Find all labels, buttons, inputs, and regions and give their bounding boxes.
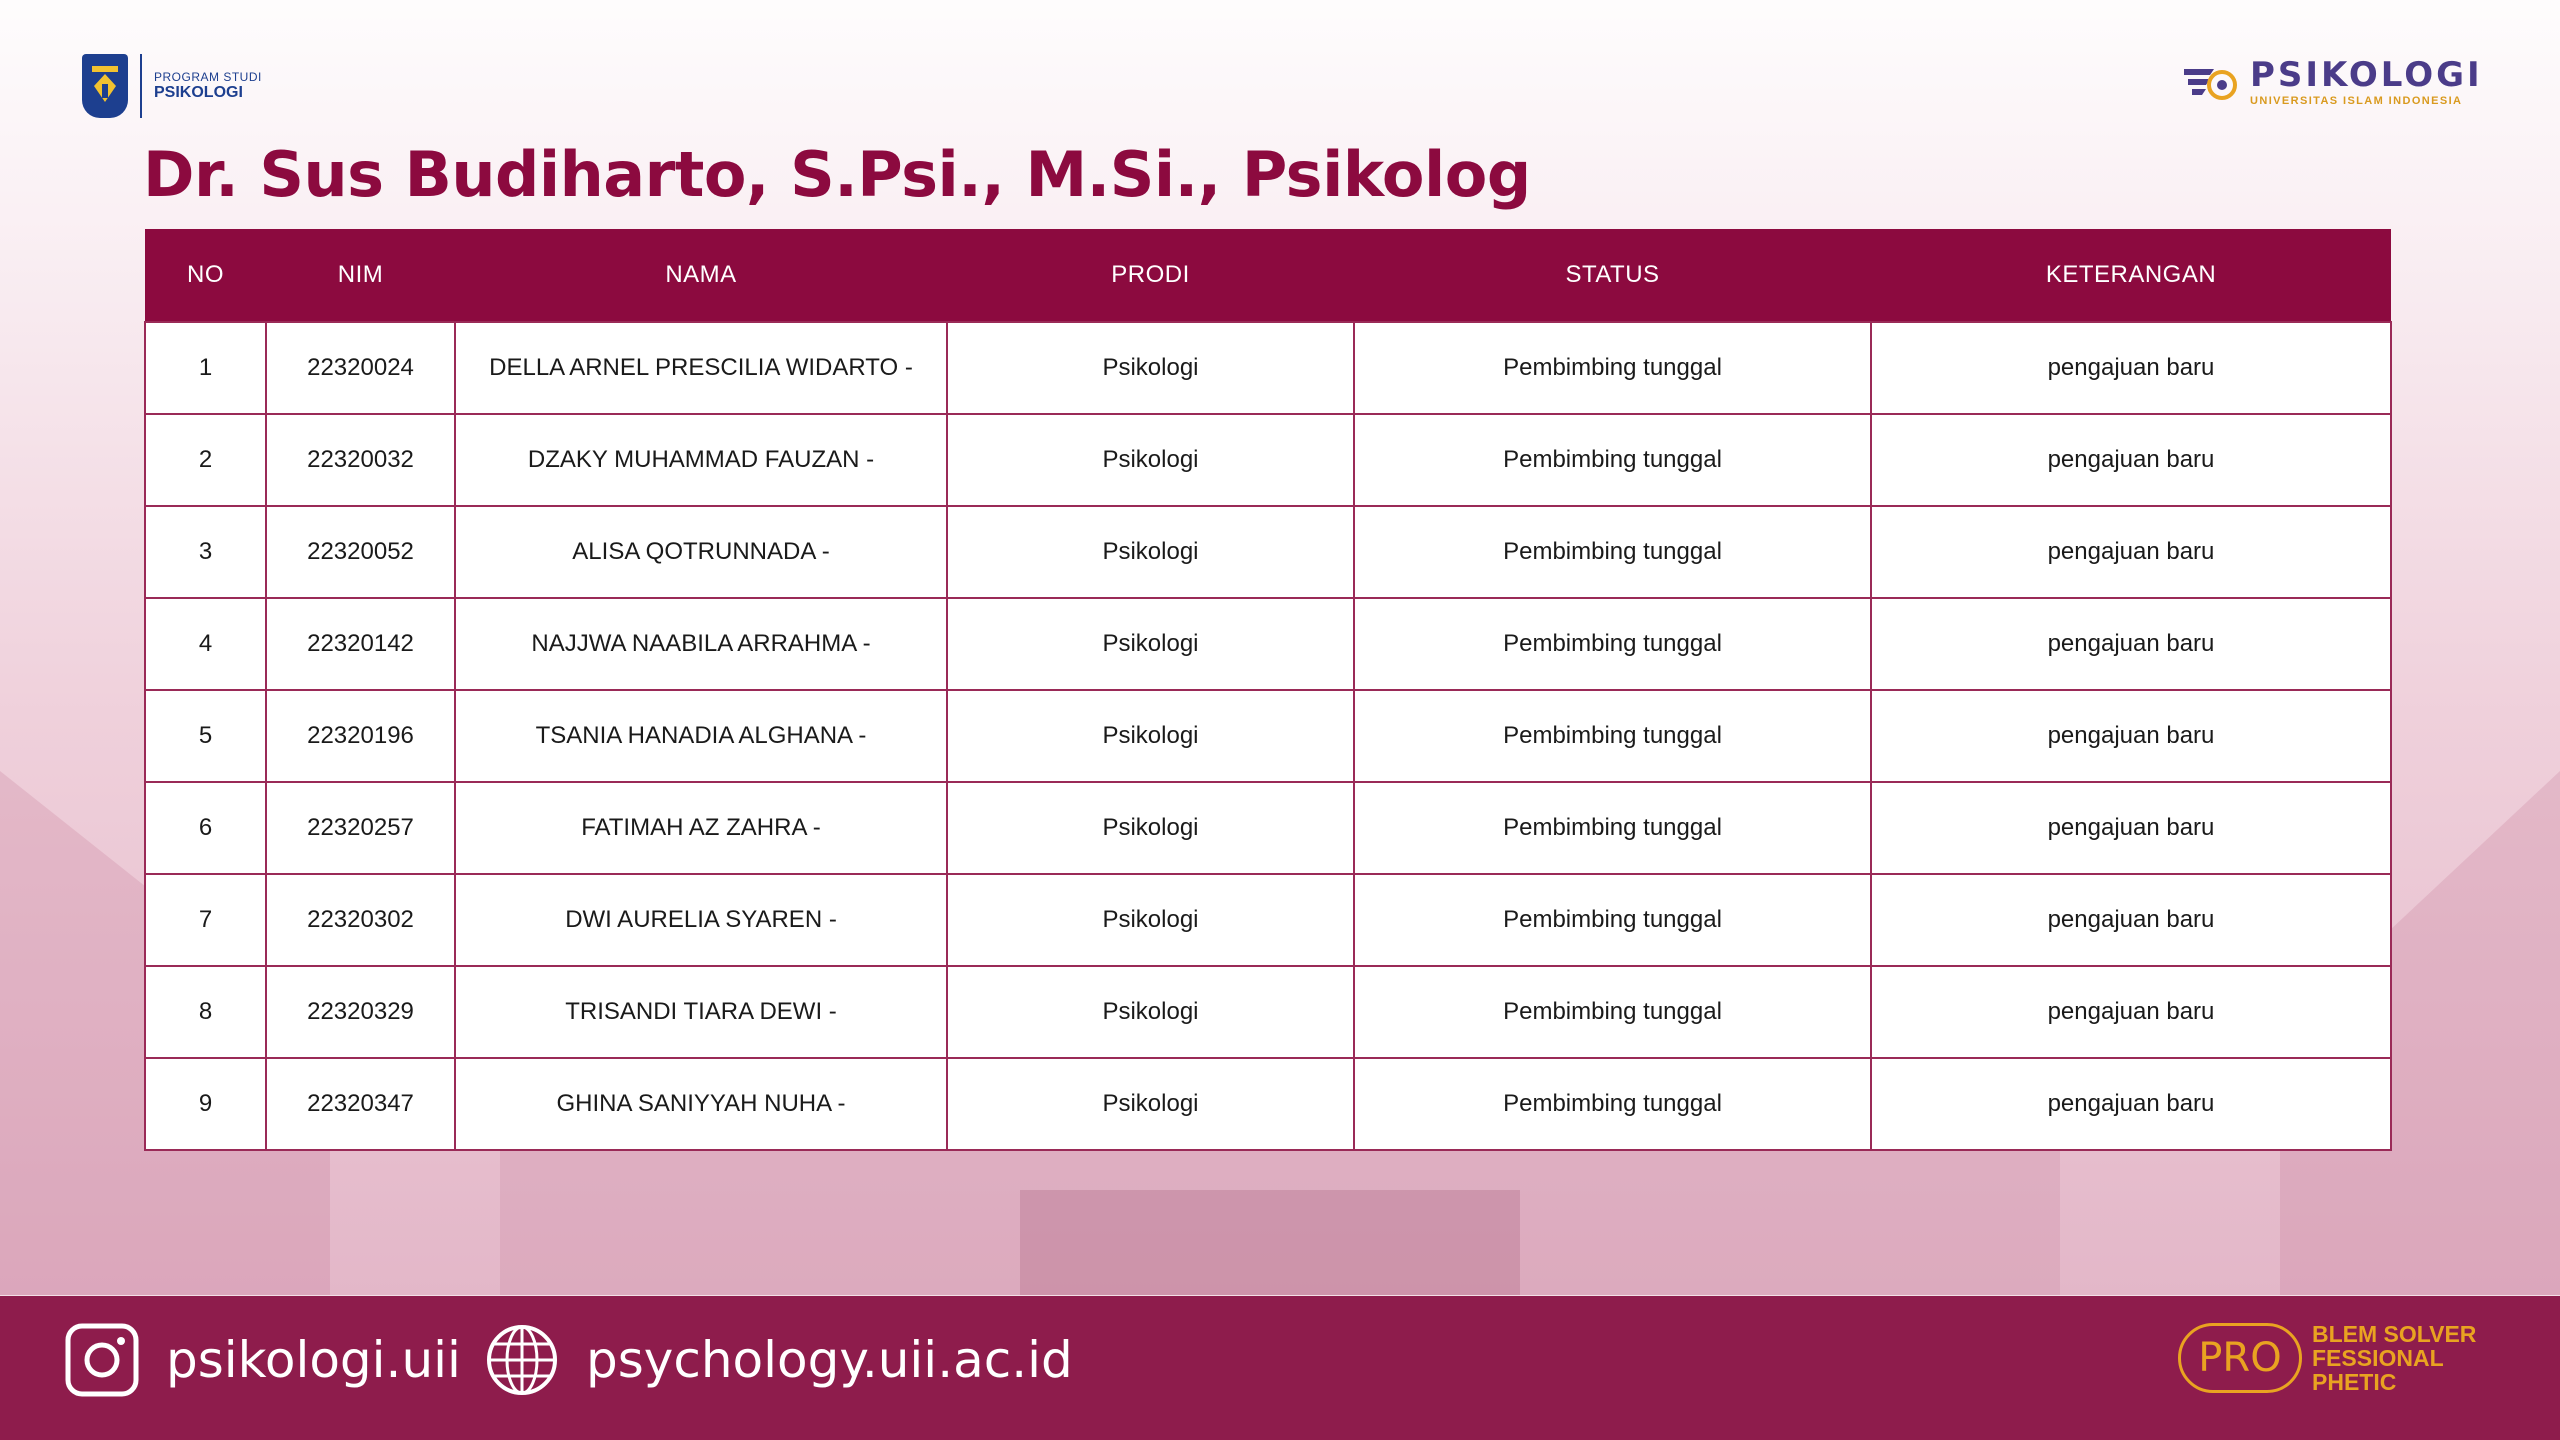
cell-keterangan: pengajuan baru	[1871, 690, 2391, 782]
cell-keterangan: pengajuan baru	[1871, 782, 2391, 874]
column-header-no: NO	[145, 229, 266, 322]
cell-status: Pembimbing tunggal	[1354, 690, 1871, 782]
column-header-status: STATUS	[1354, 229, 1871, 322]
table-row	[145, 414, 2391, 506]
uii-logo-text	[154, 71, 262, 102]
cell-nama: GHINA SANIYYAH NUHA -	[455, 1058, 947, 1150]
website-link[interactable]	[484, 1322, 1073, 1398]
pro-logo-line1: BLEM SOLVER	[2312, 1321, 2477, 1347]
cell-no: 7	[145, 874, 266, 966]
cell-nama: TRISANDI TIARA DEWI -	[455, 966, 947, 1058]
cell-nim: 22320142	[266, 598, 455, 690]
cell-prodi: Psikologi	[947, 414, 1354, 506]
cell-prodi: Psikologi	[947, 506, 1354, 598]
cell-no: 2	[145, 414, 266, 506]
cell-prodi: Psikologi	[947, 690, 1354, 782]
table-row	[145, 322, 2391, 414]
website-url: psychology.uii.ac.id	[586, 1331, 1073, 1389]
instagram-handle: psikologi.uii	[166, 1331, 461, 1389]
cell-nim: 22320347	[266, 1058, 455, 1150]
cell-nim: 22320329	[266, 966, 455, 1058]
instagram-icon	[64, 1322, 140, 1398]
cell-prodi: Psikologi	[947, 322, 1354, 414]
cell-status: Pembimbing tunggal	[1354, 1058, 1871, 1150]
cell-no: 4	[145, 598, 266, 690]
page-title: Dr. Sus Budiharto, S.Psi., M.Si., Psikolog	[143, 138, 1531, 211]
cell-status: Pembimbing tunggal	[1354, 598, 1871, 690]
cell-no: 5	[145, 690, 266, 782]
cell-no: 9	[145, 1058, 266, 1150]
cell-nama: TSANIA HANADIA ALGHANA -	[455, 690, 947, 782]
table-row	[145, 598, 2391, 690]
uii-program-logo	[82, 54, 262, 118]
pro-logo-line3: PHETIC	[2312, 1369, 2397, 1396]
pro-logo-line2: FESSIONAL	[2312, 1345, 2444, 1372]
cell-status: Pembimbing tunggal	[1354, 874, 1871, 966]
table-row	[145, 1058, 2391, 1150]
uii-logo-line2: PSIKOLOGI	[154, 83, 243, 101]
cell-prodi: Psikologi	[947, 782, 1354, 874]
column-header-prodi: PRODI	[947, 229, 1354, 322]
cell-no: 8	[145, 966, 266, 1058]
cell-status: Pembimbing tunggal	[1354, 322, 1871, 414]
pro-logo	[2178, 1322, 2476, 1394]
cell-status: Pembimbing tunggal	[1354, 782, 1871, 874]
cell-nama: DWI AURELIA SYAREN -	[455, 874, 947, 966]
cell-keterangan: pengajuan baru	[1871, 966, 2391, 1058]
column-header-nama: NAMA	[455, 229, 947, 322]
cell-prodi: Psikologi	[947, 966, 1354, 1058]
cell-no: 6	[145, 782, 266, 874]
globe-icon	[484, 1322, 560, 1398]
cell-nama: DZAKY MUHAMMAD FAUZAN -	[455, 414, 947, 506]
cell-no: 3	[145, 506, 266, 598]
cell-nama: ALISA QOTRUNNADA -	[455, 506, 947, 598]
cell-prodi: Psikologi	[947, 598, 1354, 690]
cell-keterangan: pengajuan baru	[1871, 874, 2391, 966]
cell-nim: 22320052	[266, 506, 455, 598]
cell-nim: 22320024	[266, 322, 455, 414]
table-row	[145, 506, 2391, 598]
cell-status: Pembimbing tunggal	[1354, 414, 1871, 506]
uii-emblem-icon	[82, 54, 128, 118]
cell-keterangan: pengajuan baru	[1871, 598, 2391, 690]
cell-prodi: Psikologi	[947, 874, 1354, 966]
uii-logo-divider	[140, 54, 142, 118]
cell-nim: 22320196	[266, 690, 455, 782]
background-building-entrance	[1020, 1190, 1520, 1295]
student-table-container	[144, 229, 2390, 1151]
uii-logo-line1: PROGRAM STUDI	[154, 69, 262, 84]
cell-status: Pembimbing tunggal	[1354, 506, 1871, 598]
cell-nama: FATIMAH AZ ZAHRA -	[455, 782, 947, 874]
footer-bar	[0, 1296, 2560, 1440]
cell-keterangan: pengajuan baru	[1871, 506, 2391, 598]
cell-nim: 22320302	[266, 874, 455, 966]
table-row	[145, 690, 2391, 782]
cell-nama: DELLA ARNEL PRESCILIA WIDARTO -	[455, 322, 947, 414]
cell-prodi: Psikologi	[947, 1058, 1354, 1150]
table-row	[145, 782, 2391, 874]
table-row	[145, 966, 2391, 1058]
pro-logo-mark: PRO	[2178, 1323, 2302, 1393]
cell-keterangan: pengajuan baru	[1871, 1058, 2391, 1150]
student-table	[144, 229, 2392, 1151]
column-header-keterangan: KETERANGAN	[1871, 229, 2391, 322]
psikologi-mark-icon	[2180, 59, 2240, 107]
column-header-nim: NIM	[266, 229, 455, 322]
psikologi-logo-subtitle: UNIVERSITAS ISLAM INDONESIA	[2250, 95, 2463, 107]
cell-status: Pembimbing tunggal	[1354, 966, 1871, 1058]
psikologi-logo	[2180, 55, 2483, 107]
psikologi-logo-title: PSIKOLOGI	[2250, 55, 2483, 95]
cell-no: 1	[145, 322, 266, 414]
cell-nim: 22320257	[266, 782, 455, 874]
table-header-row	[145, 229, 2391, 322]
cell-nama: NAJJWA NAABILA ARRAHMA -	[455, 598, 947, 690]
table-row	[145, 874, 2391, 966]
cell-keterangan: pengajuan baru	[1871, 414, 2391, 506]
cell-nim: 22320032	[266, 414, 455, 506]
cell-keterangan: pengajuan baru	[1871, 322, 2391, 414]
instagram-link[interactable]	[64, 1322, 461, 1398]
